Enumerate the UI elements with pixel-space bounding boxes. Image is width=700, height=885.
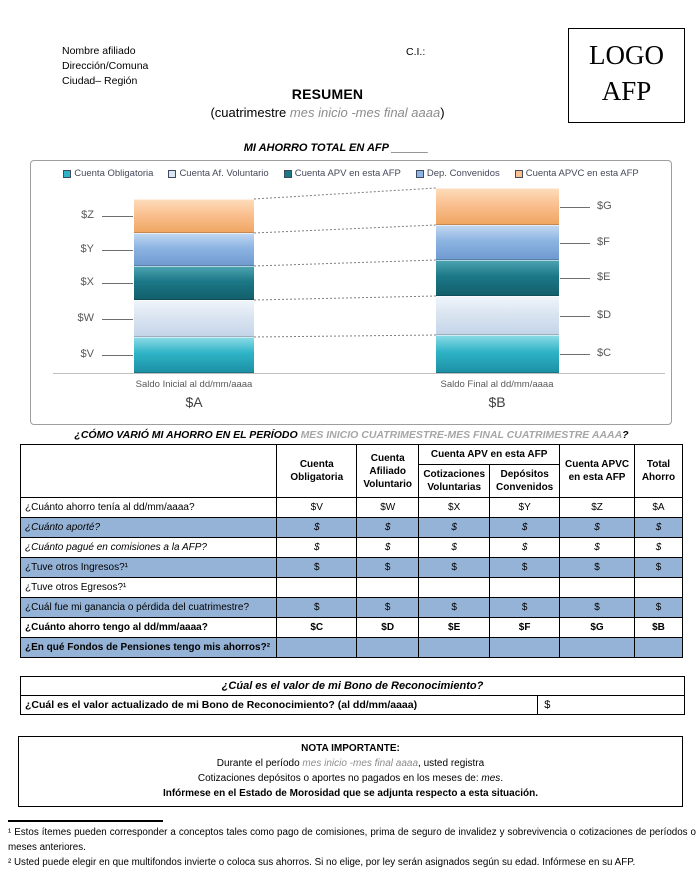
bar-segment — [134, 266, 254, 300]
bono-title: ¿Cúal es el valor de mi Bono de Reconocimiento? — [21, 677, 685, 696]
tick-line — [560, 354, 590, 355]
savings-table — [20, 444, 683, 658]
header-total-ahorro: Total Ahorro — [634, 445, 682, 498]
tick-line — [102, 283, 133, 284]
value-cell: $ — [490, 538, 560, 558]
value-cell — [277, 578, 357, 598]
row-label: ¿Cuánto ahorro tenía al dd/mm/aaaa? — [21, 498, 277, 518]
value-cell: $ — [560, 558, 635, 578]
subtitle-suffix: ) — [440, 105, 445, 120]
affiliate-city-line: Ciudad– Región — [62, 75, 138, 87]
value-cell: $ — [277, 538, 357, 558]
note-line3-suffix: . — [500, 773, 504, 784]
value-cell: $Z — [560, 498, 635, 518]
footnote-2: ² Usted puede elegir en que multifondos invierte o coloca sus ahorros. Si no elige, por ley serán asignados según su edad. Infórmese en su AFP. — [8, 857, 636, 868]
segment-value-label: $E — [597, 271, 611, 283]
value-cell: $ — [357, 518, 419, 538]
row-label: ¿Cuánto pagué en comisiones a la AFP? — [21, 538, 277, 558]
value-cell: $ — [419, 518, 490, 538]
value-cell — [634, 638, 682, 658]
logo-line-1: LOGO — [589, 40, 664, 70]
legend-label: Cuenta Obligatoria — [74, 168, 154, 179]
affiliate-name-line: Nombre afiliado — [62, 45, 136, 57]
footnotes — [8, 826, 696, 872]
table-title-prefix: ¿CÓMO VARIÓ MI AHORRO EN EL PERÍODO — [74, 429, 301, 441]
note-line-2 — [27, 756, 674, 771]
note-line2-suffix: , usted registra — [418, 758, 485, 769]
value-cell — [490, 638, 560, 658]
row-label: ¿En qué Fondos de Pensiones tengo mis ahorros?² — [21, 638, 277, 658]
legend-label: Cuenta APVC en esta AFP — [525, 168, 639, 179]
bono-question-label: ¿Cuál es el valor actualizado de mi Bono de Reconocimiento? (al dd/mm/aaaa) — [21, 696, 538, 715]
tick-line — [102, 355, 133, 356]
header-depositos-convenidos: Depósitos Convenidos — [490, 465, 560, 498]
value-cell — [419, 638, 490, 658]
table-row — [21, 498, 683, 518]
note-line2-prefix: Durante el período — [216, 758, 303, 769]
segment-value-label: $G — [597, 199, 612, 212]
tick-line — [560, 316, 590, 317]
x-label-initial: Saldo Inicial al dd/mm/aaaa — [135, 379, 253, 390]
footnote-separator — [8, 820, 163, 822]
table-row — [21, 538, 683, 558]
footnote-1: ¹ Estos ítemes pueden corresponder a conceptos tales como pago de comisiones, prima de seguro de invalidez y sobrevivencia o cotizaciones de períodos o meses anteriores. — [8, 827, 696, 853]
value-cell: $C — [277, 618, 357, 638]
bar-segment — [436, 225, 559, 260]
table-row — [21, 518, 683, 538]
value-cell: $ — [634, 538, 682, 558]
value-cell: $ — [277, 518, 357, 538]
table-title-suffix: ? — [622, 429, 629, 441]
segment-value-label: $X — [80, 276, 94, 288]
header-cuenta-obligatoria: Cuenta Obligatoria — [277, 445, 357, 498]
segment-value-label: $Y — [80, 242, 94, 255]
note-period-placeholder: mes inicio -mes final aaaa — [302, 758, 419, 769]
header-cotizaciones-voluntarias: Cotizaciones Voluntarias — [419, 465, 490, 498]
value-cell: $ — [634, 518, 682, 538]
bono-table — [20, 676, 685, 715]
value-cell: $ — [357, 538, 419, 558]
row-label: ¿Cuánto ahorro tengo al dd/mm/aaaa? — [21, 618, 277, 638]
value-cell: $A — [634, 498, 682, 518]
value-cell: $ — [490, 558, 560, 578]
chart-title: MI AHORRO TOTAL EN AFP ______ — [243, 142, 429, 154]
note-title: NOTA IMPORTANTE: — [301, 743, 400, 754]
affiliate-address-line: Dirección/Comuna — [62, 60, 149, 72]
row-label: ¿Cuál fue mi ganancia o pérdida del cuatrimestre? — [21, 598, 277, 618]
bar-segment — [436, 260, 559, 296]
value-cell: $Y — [490, 498, 560, 518]
value-cell: $G — [560, 618, 635, 638]
value-cell: $ — [357, 598, 419, 618]
bar-segment — [436, 188, 559, 225]
legend-label: Cuenta Af. Voluntario — [179, 168, 269, 179]
legend-label: Dep. Convenidos — [426, 168, 500, 179]
header-cuenta-afiliado-voluntario: Cuenta Afiliado Voluntario — [357, 445, 419, 498]
segment-value-label: $W — [77, 311, 94, 324]
segment-value-label: $D — [597, 308, 612, 321]
tick-line — [560, 243, 590, 244]
subtitle-period-placeholder: mes inicio -mes final aaaa — [289, 105, 441, 120]
value-cell: $D — [357, 618, 419, 638]
value-cell: $ — [560, 598, 635, 618]
tick-line — [102, 319, 133, 320]
note-line-4: Infórmese en el Estado de Morosidad que se adjunta respecto a esta situación. — [162, 788, 539, 799]
segment-value-label: $Z — [81, 209, 94, 221]
chart-plot — [31, 161, 671, 424]
table-row — [21, 578, 683, 598]
value-cell: $ — [560, 518, 635, 538]
bar-segment — [134, 233, 254, 266]
bono-section — [20, 676, 685, 715]
bar-segment — [436, 296, 559, 335]
segment-value-label: $V — [80, 348, 94, 360]
table-row — [21, 598, 683, 618]
savings-variation-section — [20, 429, 683, 658]
value-cell — [490, 578, 560, 598]
value-cell — [277, 638, 357, 658]
header-cuenta-apvc: Cuenta APVC en esta AFP — [560, 445, 635, 498]
value-cell: $W — [357, 498, 419, 518]
tick-line — [560, 278, 590, 279]
table-row — [21, 638, 683, 658]
value-cell: $B — [634, 618, 682, 638]
value-cell: $F — [490, 618, 560, 638]
savings-chart — [30, 160, 672, 425]
table-title-period-placeholder: MES INICIO CUATRIMESTRE-MES FINAL CUATRIMESTRE AAAA — [300, 429, 623, 441]
row-label: ¿Cuánto aporté? — [21, 518, 277, 538]
value-cell: $ — [277, 598, 357, 618]
value-cell: $E — [419, 618, 490, 638]
page-title: RESUMEN — [291, 86, 364, 102]
value-cell: $ — [490, 518, 560, 538]
note-line3-prefix: Cotizaciones depósitos o aportes no pagados en los meses de: — [197, 773, 482, 784]
table-title — [20, 429, 683, 441]
value-cell: $ — [357, 558, 419, 578]
value-cell: $ — [634, 598, 682, 618]
x-axis-line — [53, 373, 665, 374]
page-subtitle — [0, 105, 655, 120]
value-cell: $ — [277, 558, 357, 578]
total-initial: $A — [185, 394, 203, 410]
note-month-placeholder: mes — [481, 773, 501, 784]
value-cell — [357, 578, 419, 598]
row-label: ¿Tuve otros Ingresos?¹ — [21, 558, 277, 578]
tick-line — [560, 207, 590, 208]
value-cell — [634, 578, 682, 598]
value-cell: $ — [419, 538, 490, 558]
bar-segment — [134, 300, 254, 337]
row-label: ¿Tuve otros Egresos?¹ — [21, 578, 277, 598]
value-cell: $X — [419, 498, 490, 518]
stacked-bar — [134, 199, 254, 373]
subtitle-prefix: (cuatrimestre — [210, 105, 290, 120]
table-row — [21, 558, 683, 578]
x-label-final: Saldo Final al dd/mm/aaaa — [440, 379, 554, 390]
bono-value-cell: $ — [538, 696, 685, 715]
value-cell — [560, 638, 635, 658]
affiliate-address-block — [62, 44, 148, 89]
tick-line — [102, 216, 133, 217]
legend-label: Cuenta APV en esta AFP — [294, 168, 401, 179]
value-cell: $ — [560, 538, 635, 558]
value-cell: $ — [419, 558, 490, 578]
bar-segment — [134, 199, 254, 233]
tick-line — [102, 250, 133, 251]
value-cell: $ — [634, 558, 682, 578]
bar-segment — [134, 337, 254, 373]
important-note-box — [18, 736, 683, 807]
value-cell: $V — [277, 498, 357, 518]
value-cell: $ — [490, 598, 560, 618]
logo-line-2: AFP — [601, 76, 652, 106]
value-cell — [419, 578, 490, 598]
header-cuenta-apv-group: Cuenta APV en esta AFP — [419, 445, 560, 465]
value-cell — [560, 578, 635, 598]
table-row — [21, 618, 683, 638]
note-line-3 — [27, 771, 674, 786]
bar-segment — [436, 335, 559, 373]
ci-label: C.I.: — [406, 46, 426, 58]
segment-value-label: $F — [597, 235, 610, 248]
value-cell: $ — [419, 598, 490, 618]
total-final: $B — [488, 394, 506, 410]
header-empty — [21, 445, 277, 498]
title-block — [0, 86, 655, 120]
segment-value-label: $C — [597, 347, 612, 359]
value-cell — [357, 638, 419, 658]
stacked-bar — [436, 188, 559, 373]
